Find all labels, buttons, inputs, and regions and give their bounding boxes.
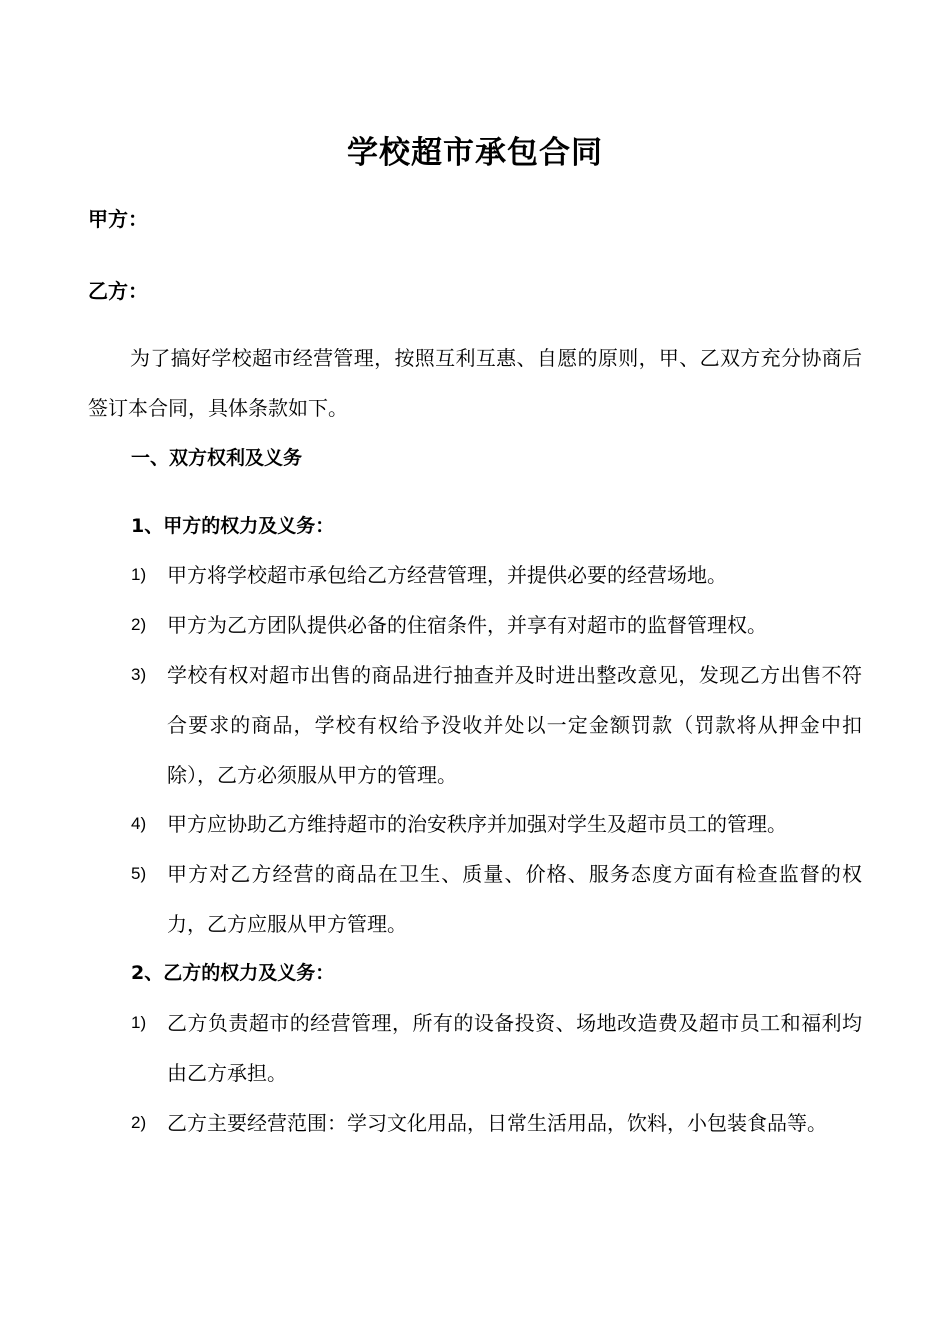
- section-1-heading: 一、双方权利及义务: [131, 447, 303, 469]
- list-item: [131, 998, 862, 1098]
- document-title: 学校超市承包合同: [347, 135, 603, 171]
- list-item-text: 乙方负责超市的经营管理，所有的设备投资、场地改造费及超市员工和福利均由乙方承担。: [167, 1011, 862, 1085]
- list-item: [131, 650, 862, 800]
- list-item-number: 1): [131, 1013, 147, 1032]
- party-a-label: 甲方：: [88, 207, 148, 231]
- list-item-number: 4): [131, 814, 147, 833]
- party-b-label: 乙方：: [88, 279, 148, 303]
- list-item: [131, 799, 862, 849]
- list-item-text: 甲方应协助乙方维持超市的治安秩序并加强对学生及超市员工的管理。: [167, 812, 787, 836]
- list-item-text: 甲方将学校超市承包给乙方经营管理，并提供必要的经营场地。: [167, 563, 727, 587]
- list-item-number: 2): [131, 615, 147, 634]
- list-item-text: 乙方主要经营范围：学习文化用品，日常生活用品，饮料，小包装食品等。: [167, 1111, 827, 1135]
- list-item-number: 3): [131, 665, 147, 684]
- list-item-number: 1): [131, 565, 147, 584]
- list-item: [131, 849, 862, 949]
- subsection-1-heading: 1、甲方的权力及义务：: [131, 515, 335, 537]
- list-item-text: 学校有权对超市出售的商品进行抽查并及时进出整改意见，发现乙方出售不符合要求的商品，学校有权给予没收并处以一定金额罚款（罚款将从押金中扣除），乙方必须服从甲方的管理。: [167, 663, 862, 787]
- list-item-number: 5): [131, 864, 147, 883]
- list-item-number: 2): [131, 1113, 147, 1132]
- subsection-2-heading: 2、乙方的权力及义务：: [131, 962, 335, 984]
- list-item: [131, 550, 862, 600]
- list-item-text: 甲方对乙方经营的商品在卫生、质量、价格、服务态度方面有检查监督的权力，乙方应服从甲方管理。: [167, 862, 862, 936]
- list-item: [131, 600, 862, 650]
- list-item-text: 甲方为乙方团队提供必备的住宿条件，并享有对超市的监督管理权。: [167, 613, 767, 637]
- list-item: [131, 1098, 862, 1148]
- intro-paragraph: 为了搞好学校超市经营管理，按照互利互惠、自愿的原则，甲、乙双方充分协商后签订本合同，具体条款如下。: [88, 346, 862, 420]
